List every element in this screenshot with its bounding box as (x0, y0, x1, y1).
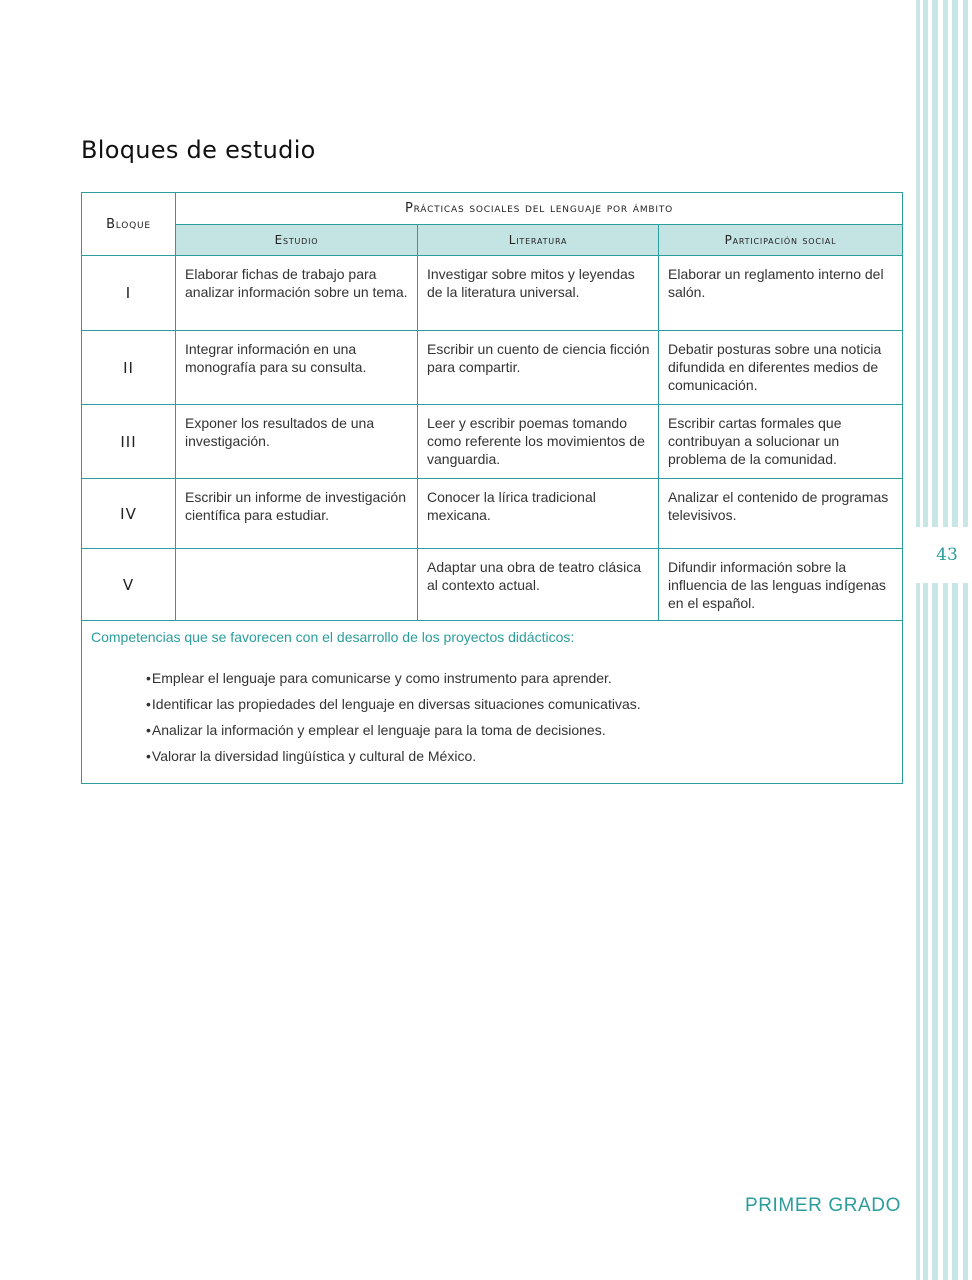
participacion-cell: Difundir información sobre la influencia de las lenguas indígenas en el español. (659, 549, 903, 621)
column-header-participacion: Participación social (659, 225, 903, 256)
stripe (952, 0, 958, 1280)
participacion-cell: Elaborar un reglamento interno del salón. (659, 256, 903, 331)
literatura-cell: Conocer la lírica tradicional mexicana. (418, 479, 659, 549)
literatura-cell: Escribir un cuento de ciencia ficción para compartir. (418, 331, 659, 405)
decorative-stripes (910, 0, 972, 1280)
practicas-header: Prácticas sociales del lenguaje por ámbito (176, 193, 903, 225)
participacion-cell: Debatir posturas sobre una noticia difundida en diferentes medios de comunicación. (659, 331, 903, 405)
estudio-cell: Integrar información en una monografía para su consulta. (176, 331, 418, 405)
literatura-cell: Leer y escribir poemas tomando como referente los movimientos de vanguardia. (418, 405, 659, 479)
table-row (82, 256, 903, 331)
table-row (82, 479, 903, 549)
participacion-cell: Analizar el contenido de programas televisivos. (659, 479, 903, 549)
table-row (82, 549, 903, 621)
page-number-box (914, 527, 972, 583)
bloque-header: Bloque (82, 193, 176, 256)
estudio-cell: Escribir un informe de investigación científica para estudiar. (176, 479, 418, 549)
stripe (923, 0, 928, 1280)
estudio-cell: Exponer los resultados de una investigación. (176, 405, 418, 479)
competencias-title: Competencias que se favorecen con el desarrollo de los proyectos didácticos: (91, 629, 575, 645)
stripe (932, 0, 938, 1280)
literatura-cell: Investigar sobre mitos y leyendas de la literatura universal. (418, 256, 659, 331)
list-item: • Emplear el lenguaje para comunicarse y como instrumento para aprender. (146, 669, 893, 687)
literatura-cell: Adaptar una obra de teatro clásica al contexto actual. (418, 549, 659, 621)
list-item: • Analizar la información y emplear el lenguaje para la toma de decisiones. (146, 721, 893, 739)
stripe (963, 0, 968, 1280)
estudio-cell (176, 549, 418, 621)
competencias-box (82, 621, 903, 784)
page-number: 43 (936, 545, 958, 565)
study-blocks-table (81, 192, 903, 784)
block-number: II (82, 331, 176, 405)
column-header-literatura: Literatura (418, 225, 659, 256)
column-header-estudio: Estudio (176, 225, 418, 256)
list-item: • Valorar la diversidad lingüística y cultural de México. (146, 747, 893, 765)
list-item: • Identificar las propiedades del lenguaje en diversas situaciones comunicativas. (146, 695, 893, 713)
estudio-cell: Elaborar fichas de trabajo para analizar información sobre un tema. (176, 256, 418, 331)
block-number: I (82, 256, 176, 331)
stripe (943, 0, 948, 1280)
page-title: Bloques de estudio (81, 136, 316, 164)
stripe (916, 0, 920, 1280)
block-number: IV (82, 479, 176, 549)
table-row (82, 405, 903, 479)
competencias-list (91, 669, 893, 765)
block-number: V (82, 549, 176, 621)
participacion-cell: Escribir cartas formales que contribuyan a solucionar un problema de la comunidad. (659, 405, 903, 479)
table-row (82, 331, 903, 405)
block-number: III (82, 405, 176, 479)
footer-grade: PRIMER GRADO (744, 1195, 901, 1216)
